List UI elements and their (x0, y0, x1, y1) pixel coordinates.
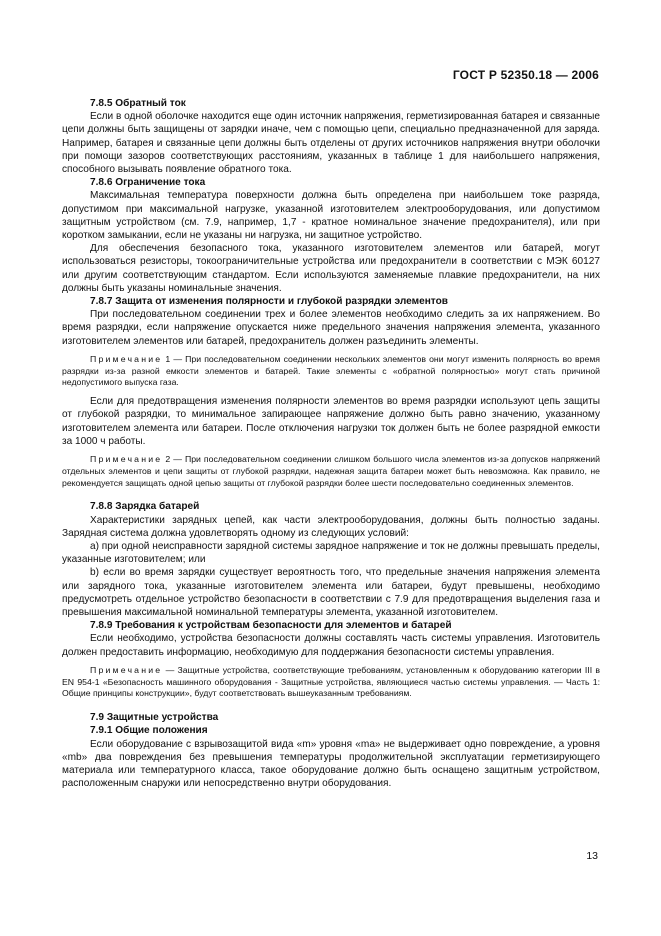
page-number: 13 (586, 850, 598, 862)
note-2 (62, 454, 600, 489)
note-text: 1 — При последовательном соединении нескольких элементов они могут изменить полярность во время разрядки из-за разной емкости элементов и батарей. Такие элементы с «обратной полярностью» могут стать причиной недопустимого выпуска газа. (62, 353, 600, 388)
paragraph: При последовательном соединении трех и более элементов необходимо следить за их напряжением. Во время разрядки, если напряжение опускается ниже предельного значения напряжения элемента, указанного изготовителем элементов или батарей, предохранитель должен разъединить элементы. (62, 309, 600, 347)
note-1 (62, 354, 600, 389)
paragraph: Если для предотвращения изменения полярности элементов во время разрядки используют цепь защиты от глубокой разрядки, то минимальное запирающее напряжение должно быть равно значению, указанному изготовителем элемента или батареи. После отключения нагрузки ток должен быть не более разрядной емкости за 1000 ч работы. (62, 396, 600, 447)
heading-7-8-5: 7.8.5 Обратный ток (90, 98, 186, 109)
heading-7-8-8: 7.8.8 Зарядка батарей (90, 501, 200, 513)
heading-7-8-7: 7.8.7 Защита от изменения полярности и глубокой разрядки элементов (90, 296, 448, 308)
list-item-b: b) если во время зарядки существует вероятность того, что предельные значения напряжения элемента или зарядного тока, указанные изготовителем элемента или батареи, будут превышены, необходимо предусмотреть отдельное устройство безопасности в соответствии с 7.9 для предотвращения выделения газа и превышения максимальной номинальной температуры элемента, указанной изготовителем. (62, 567, 600, 619)
note-label: Примечание (90, 664, 163, 675)
heading-7-9-1: 7.9.1 Общие положения (90, 725, 208, 737)
note-text: 2 — При последовательном соединении слишком большого числа элементов из-за допусков напряжений отдельных элементов и цепи защиты от глубокой разрядки, надежная защита батареи может быть невозможна. Как правило, не рекомендуется защищать одной цепью защиты от глубокой разрядки более шести последовательно соединенных элементов. (62, 454, 600, 488)
note-label: Примечание (90, 454, 163, 465)
paragraph: Характеристики зарядных цепей, как части электрооборудования, должны быть полностью заданы. Зарядная система должна удовлетворять одному из следующих условий: (62, 514, 600, 539)
paragraph: Если оборудование с взрывозащитой вида «m» уровня «ma» не выдерживает одно повреждение, а уровня «mb» два повреждения без превышения температуры продолжительной эксплуатации герметизирующего материала или температурного класса, такое оборудование должно быть оснащено защитным устройством, расположенным снаружи или непосредственно внутри оборудования. (62, 738, 600, 790)
heading-7-9: 7.9 Защитные устройства (90, 712, 219, 724)
paragraph: Максимальная температура поверхности должна быть определена при наибольшем токе разряда, допустимом при максимальной нагрузке, указанной изготовителем электрооборудования, или допустимом защитным устройством (см. 7.9, например, 1,7 - кратное номинальное значение предохранителя), или при коротком замыкании, если не указаны ни нагрузка, ни защитное устройство. (62, 190, 600, 242)
paragraph: Если необходимо, устройства безопасности должны составлять часть системы управления. Изготовитель должен предоставить информацию, необходимую для поддержания безопасности системы управления. (62, 633, 600, 658)
paragraph: Если в одной оболочке находится еще один источник напряжения, герметизированная батарея и связанные цепи должны быть защищены от зарядки иначе, чем с помощью цепи, специально предназначенной для заряда. Например, батарея и связанные цепи должны быть отделены от других источников напряжения внутри оболочки при помощи зазоров соответствующих расстояниям, указанных в таблице 1 для наибольшего напряжения, способного вызывать появление обратного тока. (62, 111, 600, 176)
heading-7-8-9: 7.8.9 Требования к устройствам безопасности для элементов и батарей (90, 620, 452, 632)
note-text: — Защитные устройства, соответствующие требованиям, установленным к оборудованию категории III в EN 954-1 «Безопасность машинного оборудования - Защитные устройства, являющиеся частью системы управления. — Часть 1: Общие принципы конструкции», будут соответствовать вышеуказанным требованиям. (62, 664, 600, 699)
list-item-a: a) при одной неисправности зарядной системы зарядное напряжение и ток не должны превышать пределы, указанные изготовителем; или (62, 541, 600, 566)
page-body (62, 97, 600, 791)
note-3 (62, 665, 600, 700)
standard-designation: ГОСТ Р 52350.18 — 2006 (452, 68, 599, 82)
heading-7-8-6: 7.8.6 Ограничение тока (90, 177, 206, 189)
note-label: Примечание (90, 353, 163, 364)
paragraph: Для обеспечения безопасного тока, указанного изготовителем элементов или батарей, могут использоваться резисторы, токоограничительные устройства или предохранители в соответствии с МЭК 60127 или другим соответствующим стандартом. Если используются заменяемые плавкие предохранители, на них должны быть указаны номинальные значения. (62, 243, 600, 294)
